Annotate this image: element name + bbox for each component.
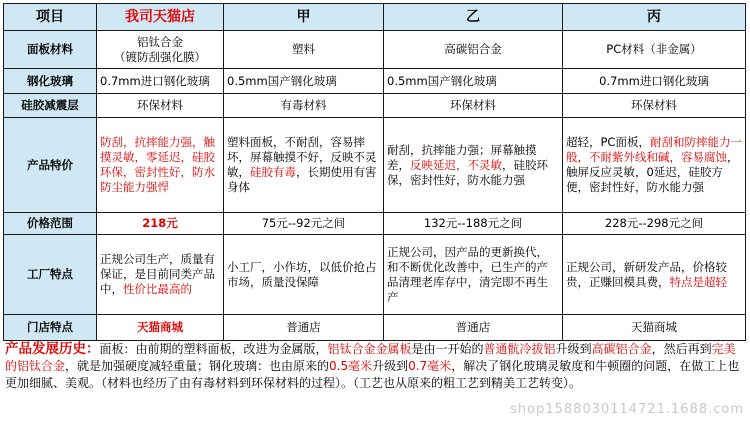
cell-features-a — [224, 118, 384, 213]
row-price-range — [4, 213, 746, 235]
history-highlight-1: 铝钛合金金属板 — [327, 342, 412, 356]
history-highlight-4: 完美的铝钛合金 — [5, 342, 736, 373]
history-text-6: 升级到 — [372, 359, 409, 373]
features-b-tail: ，硅胶环保，密封性好，防水能力强 — [387, 157, 548, 187]
cell-silicone-ours: 环保材料 — [97, 94, 224, 118]
cell-factory-ours — [97, 235, 224, 315]
cell-store-ours: 天猫商城 — [97, 315, 224, 341]
header-competitor-c: 丙 — [563, 4, 746, 31]
history-text-5: ，就是加强硬度减轻重量；钢化玻璃：也由原来的 — [65, 359, 330, 373]
row-factory-features — [4, 235, 746, 315]
history-highlight-5: 0.5毫米 — [329, 359, 373, 373]
cell-features-b — [384, 118, 563, 213]
row-silicone-layer — [4, 94, 746, 118]
header-item: 项目 — [4, 4, 97, 31]
row-label-price: 价格范围 — [4, 213, 97, 235]
cell-panel-c: PC材料（非金属） — [563, 31, 746, 69]
cell-price-b: 132元--188元之间 — [384, 213, 563, 235]
row-tempered-glass — [4, 69, 746, 94]
row-label-silicone: 硅胶减震层 — [4, 94, 97, 118]
cell-features-ours: 防刮，抗摔能力强，触摸灵敏，零延迟，硅胶环保，密封性好，防水防尘能力强悍 — [97, 118, 224, 213]
features-a-highlight: 硅胶有毒 — [250, 165, 296, 179]
features-c-highlight: 耐刮和防摔能力一般，不耐紫外线和碱，容易腐蚀 — [566, 135, 742, 164]
cell-price-ours: 218元 — [97, 213, 224, 235]
panel-ours-line1: 铝钛合金 — [137, 34, 183, 49]
cell-glass-ours: 0.7mm进口钢化玻璃 — [97, 69, 224, 94]
watermark: shop1588030114721.1688.com — [510, 402, 744, 417]
features-c-text: 超轻，PC面板， — [566, 135, 650, 149]
cell-factory-a: 小工厂，小作坊，以低价抢占市场，质量没保障 — [224, 235, 384, 315]
factory-ours-highlight: 性价比最高的 — [123, 282, 192, 296]
cell-silicone-b: 环保材料 — [384, 94, 563, 118]
cell-glass-c: 0.7mm进口钢化玻璃 — [563, 69, 746, 94]
cell-panel-ours — [97, 31, 224, 69]
row-label-factory: 工厂特点 — [4, 235, 97, 315]
product-history-paragraph — [5, 341, 745, 392]
history-text-7: ，解决了钢化玻璃灵敏度和牛顿圈的问题，在做工上也更加细腻、美观。（材料也经历了由有毒材料到环保材料的过程）。（工艺也从原来的粗工艺到精美工艺转变）。 — [5, 359, 740, 390]
features-a-text: 塑料面板，不耐刮，容易摔坏，屏幕触摸不好，反映不灵敏， — [227, 135, 377, 179]
row-label-glass: 钢化玻璃 — [4, 69, 97, 94]
history-highlight-6: 0.7毫米 — [408, 359, 452, 373]
features-b-text: 耐刮，抗摔能力强；屏幕触摸差， — [387, 142, 537, 172]
history-text-4: ，然后再到 — [651, 342, 712, 356]
features-b-highlight: 反映延迟，不灵敏 — [410, 157, 502, 172]
row-store-type — [4, 315, 746, 341]
history-highlight-3: 高碳铝合金 — [591, 342, 652, 356]
table-header-row — [4, 4, 746, 31]
header-our-store: 我司天猫店 — [97, 4, 224, 31]
cell-store-b: 普通店 — [384, 315, 563, 341]
row-label-panel: 面板材料 — [4, 31, 97, 69]
features-a-tail: ，长期使用有害身体 — [227, 165, 377, 194]
cell-store-a: 普通店 — [224, 315, 384, 341]
header-competitor-a: 甲 — [224, 4, 384, 31]
cell-store-c: 天猫商城 — [563, 315, 746, 341]
cell-features-c — [563, 118, 746, 213]
panel-ours-line2: （镀防刮强化膜） — [114, 49, 206, 64]
factory-c-highlight: 特点是超轻 — [669, 274, 727, 289]
factory-c-text: 正规公司，新研发产品，价格较贵，正赚回模具费， — [566, 259, 727, 289]
history-text-3: 升级到 — [555, 342, 592, 356]
cell-price-a: 75元--92元之间 — [224, 213, 384, 235]
cell-silicone-c: 环保材料 — [563, 94, 746, 118]
cell-glass-b: 0.5mm国产钢化玻璃 — [384, 69, 563, 94]
row-label-features: 产品特价 — [4, 118, 97, 213]
row-panel-material — [4, 31, 746, 69]
features-c-tail: ，触屏反应灵敏，0延迟，硅胶方便，密封性好，防水能力强 — [566, 150, 739, 194]
cell-factory-c — [563, 235, 746, 315]
history-text-2: 是由一开始的 — [411, 342, 484, 356]
cell-glass-a: 0.5mm国产钢化玻璃 — [224, 69, 384, 94]
history-title: 产品发展历史： — [5, 341, 100, 357]
history-text-1: 面板：由前期的塑料面板，改进为金属版， — [99, 342, 328, 356]
factory-ours-text: 正规公司生产，质量有保证，是目前同类产品中， — [100, 252, 215, 296]
cell-factory-b: 正规公司，因产品的更新换代，和不断优化改善中，已生产的产品清理老库存中，清完即不再生产 — [384, 235, 563, 315]
cell-price-c: 228元--298元之间 — [563, 213, 746, 235]
cell-panel-a: 塑料 — [224, 31, 384, 69]
cell-panel-b: 高碳铝合金 — [384, 31, 563, 69]
row-product-features — [4, 118, 746, 213]
comparison-table — [3, 3, 746, 341]
row-label-store: 门店特点 — [4, 315, 97, 341]
history-highlight-2: 普通骯冷拔铝 — [483, 342, 556, 356]
cell-silicone-a: 有毒材料 — [224, 94, 384, 118]
header-competitor-b: 乙 — [384, 4, 563, 31]
